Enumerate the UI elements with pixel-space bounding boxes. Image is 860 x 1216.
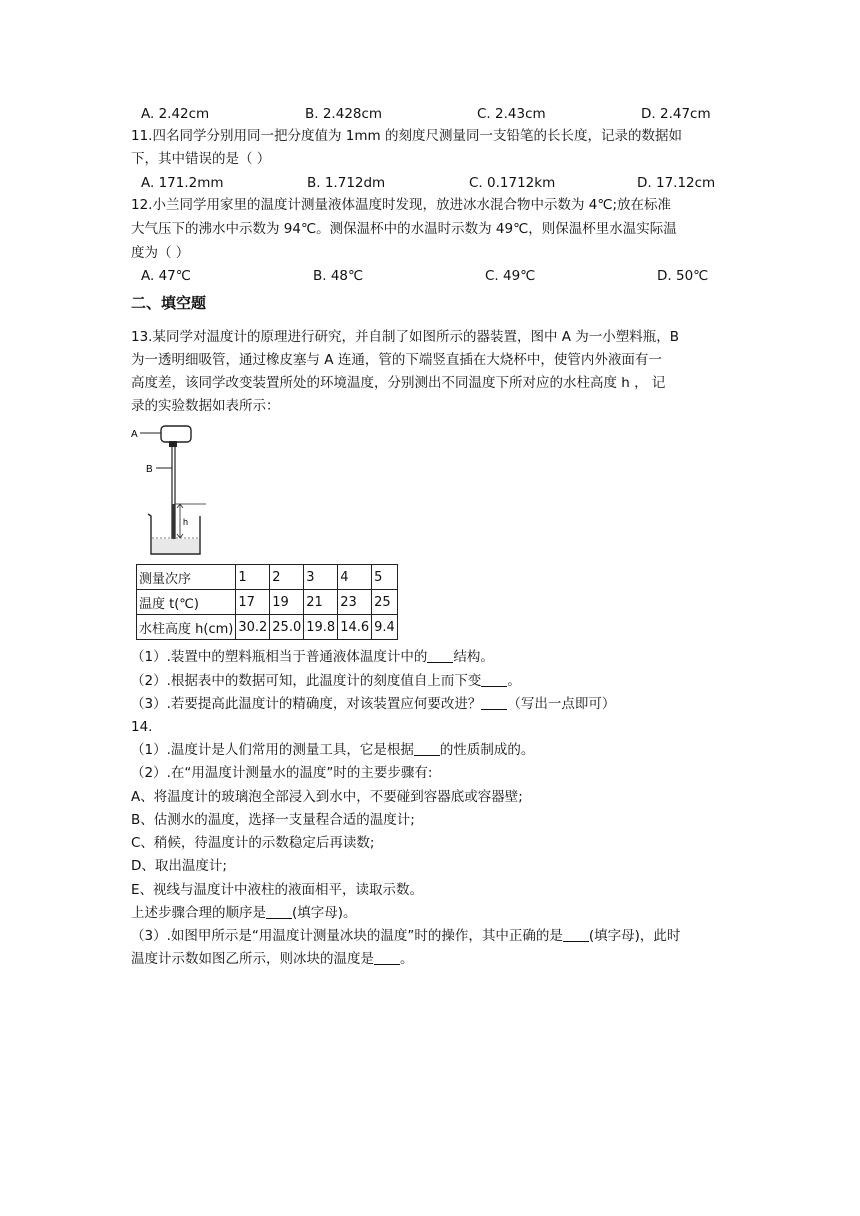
table-cell: 17 — [236, 590, 270, 615]
table-cell: 23 — [338, 590, 372, 615]
table-cell: 3 — [304, 565, 338, 590]
option-b: B. 2.428cm — [305, 106, 383, 122]
table-row — [137, 590, 398, 615]
beaker-water — [152, 539, 199, 553]
q14-sub3-line2 — [131, 949, 414, 969]
label-h: h — [183, 517, 189, 527]
q14-sub3-text: （3）.如图甲所示是“用温度计测量冰块的温度”时的操作，其中正确的是 — [131, 928, 563, 944]
q14-step-e: E、视线与温度计中液柱的液面相平，读取示数。 — [131, 882, 424, 898]
table-cell: 5 — [372, 565, 398, 590]
q14-sub1 — [131, 740, 534, 760]
table-cell: 25 — [372, 590, 398, 615]
q14-sub1-text: （1）.温度计是人们常用的测量工具，它是根据 — [131, 742, 414, 758]
row-label: 测量次序 — [137, 565, 236, 590]
q12-line1: 12.小兰同学用家里的温度计测量液体温度时发现，放进冰水混合物中示数为 4℃;放在标准 — [131, 197, 672, 213]
option-b: B. 1.712dm — [307, 175, 386, 191]
option-a: A. 2.42cm — [141, 106, 210, 122]
q14-step-b: B、估测水的温度，选择一支量程合适的温度计; — [131, 812, 415, 828]
q13-sub2-text: （2）.根据表中的数据可知，此温度计的刻度值自上而下变 — [131, 673, 482, 689]
q13-line3: 高度差，该同学改变装置所处的环境温度，分别测出不同温度下所对应的水柱高度 h ， 记 — [131, 375, 666, 391]
q10-options — [141, 104, 741, 124]
option-c: C. 2.43cm — [477, 106, 546, 122]
row-label: 水柱高度 h(cm) — [137, 615, 236, 640]
table-cell: 21 — [304, 590, 338, 615]
q14-step-d: D、取出温度计; — [131, 858, 227, 874]
answer-blank[interactable] — [427, 648, 453, 663]
q13-line2: 为一透明细吸管，通过橡皮塞与 A 连通，管的下端竖直插在大烧杯中，使管内外液面有一 — [131, 352, 662, 368]
q14-step-a: A、将温度计的玻璃泡全部浸入到水中，不要碰到容器底或容器壁; — [131, 789, 523, 805]
q11-options — [141, 173, 741, 193]
table-cell: 30.2 — [236, 615, 270, 640]
answer-blank[interactable] — [414, 741, 440, 756]
option-d: D. 2.47cm — [641, 106, 711, 122]
table-row — [137, 565, 398, 590]
section-title: 二、填空题 — [131, 294, 207, 312]
q13-sub1 — [131, 647, 494, 667]
answer-blank[interactable] — [481, 672, 507, 687]
q13-line4: 录的实验数据如表所示： — [131, 398, 280, 414]
table-body — [137, 565, 398, 640]
q13-sub1-suffix: 结构。 — [453, 649, 494, 665]
rubber-stopper — [169, 441, 177, 447]
q14-sub2: （2）.在“用温度计测量水的温度”时的主要步骤有: — [131, 765, 433, 781]
q13-sub3-text: （3）.若要提高此温度计的精确度，对该装置应何要改进？ — [131, 696, 482, 712]
option-b: B. 48℃ — [313, 268, 364, 284]
q11-line1: 11.四名同学分别用同一把分度值为 1mm 的刻度尺测量同一支铅笔的长长度，记录的数据如 — [131, 128, 682, 144]
q14-sub3-line2-suffix: 。 — [400, 951, 414, 967]
option-c: C. 0.1712km — [469, 175, 556, 191]
q13-sub1-text: （1）.装置中的塑料瓶相当于普通液体温度计中的 — [131, 649, 428, 665]
q12-options — [141, 266, 741, 286]
q12-line3: 度为（ ） — [131, 245, 190, 261]
q14-number: 14. — [131, 719, 153, 735]
table-cell: 4 — [338, 565, 372, 590]
answer-blank[interactable] — [266, 904, 292, 919]
label-a: A — [131, 429, 138, 440]
table-cell: 9.4 — [372, 615, 398, 640]
option-d: D. 50℃ — [657, 268, 709, 284]
answer-blank[interactable] — [563, 927, 589, 942]
answer-blank[interactable] — [374, 950, 400, 965]
table-cell: 25.0 — [270, 615, 304, 640]
q13-line1: 13.某同学对温度计的原理进行研究，并自制了如图所示的器装置，图中 A 为一小塑料瓶，B — [131, 329, 680, 345]
q14-order — [131, 903, 357, 923]
label-b: B — [146, 464, 153, 475]
table-cell: 19 — [270, 590, 304, 615]
q14-sub3-mid: (填字母)，此时 — [588, 928, 681, 944]
q14-sub3 — [131, 926, 680, 946]
table-row — [137, 615, 398, 640]
q13-sub3 — [131, 694, 615, 714]
answer-blank[interactable] — [481, 695, 507, 710]
option-c: C. 49℃ — [485, 268, 536, 284]
q14-sub3-line2-text: 温度计示数如图乙所示，则冰块的温度是 — [131, 951, 374, 967]
table-cell: 2 — [270, 565, 304, 590]
q14-order-suffix: (填字母)。 — [292, 905, 357, 921]
q14-step-c: C、稍候，待温度计的示数稳定后再读数; — [131, 835, 375, 851]
plastic-bottle — [161, 426, 191, 442]
table-cell: 14.6 — [338, 615, 372, 640]
apparatus-figure — [128, 424, 210, 558]
option-a: A. 171.2mm — [141, 175, 224, 191]
option-d: D. 17.12cm — [637, 175, 716, 191]
q13-sub2-suffix: 。 — [507, 673, 521, 689]
table-cell: 19.8 — [304, 615, 338, 640]
q13-sub3-suffix: （写出一点即可） — [507, 696, 616, 712]
q14-sub1-suffix: 的性质制成的。 — [439, 742, 535, 758]
q13-sub2 — [131, 671, 521, 691]
table-cell: 1 — [236, 565, 270, 590]
q11-line2: 下，其中错误的是（ ） — [131, 151, 271, 167]
option-a: A. 47℃ — [141, 268, 191, 284]
q12-line2: 大气压下的沸水中示数为 94℃。测保温杯中的水温时示数为 49℃，则保温杯里水温实际温 — [131, 221, 677, 237]
row-label: 温度 t(℃) — [137, 590, 236, 615]
data-table — [136, 564, 398, 640]
q14-order-text: 上述步骤合理的顺序是 — [131, 905, 266, 921]
